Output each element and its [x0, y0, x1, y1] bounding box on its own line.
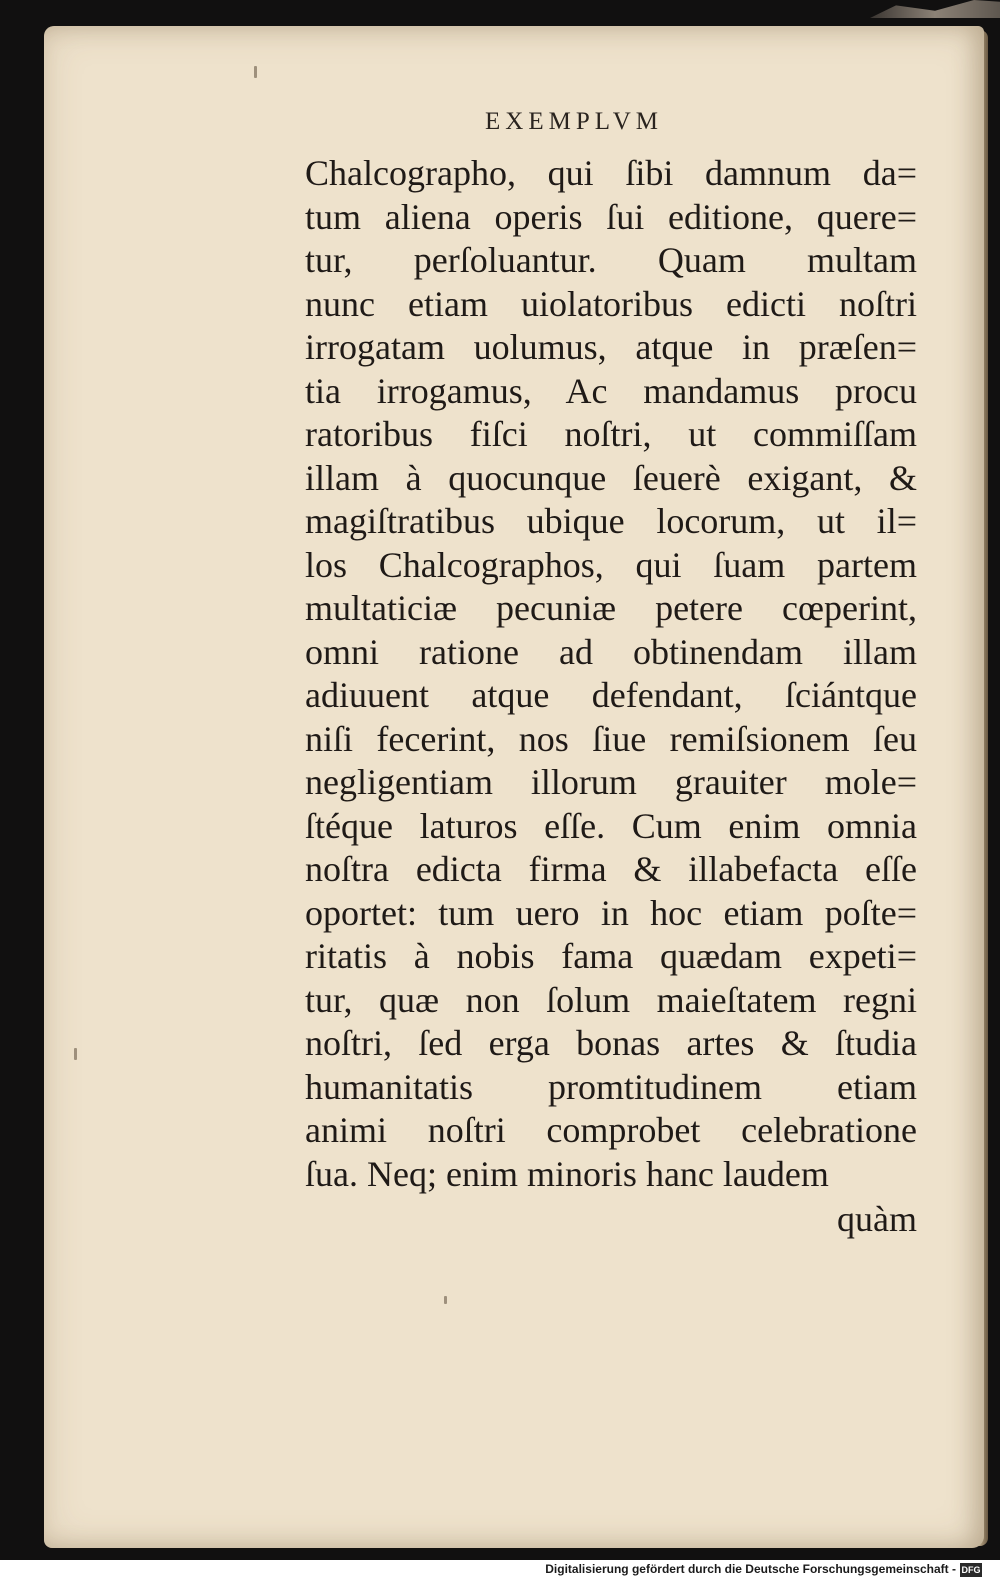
text-line: nunc etiam uiolatoribus edicti noſtri	[305, 283, 917, 324]
text-line: tia irrogamus, Ac mandamus procu	[305, 370, 917, 411]
text-line: ritatis à nobis fama quædam expeti=	[305, 936, 917, 976]
text-line: adiuuent atque defendant, ſciántque	[305, 675, 917, 715]
text-line: magiſtratibus ubique locorum, ut il=	[305, 501, 917, 541]
text-line: noſtri, ſed erga bonas artes & ſtudia	[305, 1023, 917, 1063]
funding-credit: Digitalisierung gefördert durch die Deutsche Forschungsgemeinschaft -	[545, 1562, 956, 1576]
text-line: ſua. Neq; enim minoris hanc laudem	[305, 1153, 829, 1194]
text-line: noſtra edicta firma & illabefacta eſſe	[305, 849, 917, 889]
text-line: irrogatam uolumus, atque in præſen=	[305, 327, 917, 367]
paper-speck	[74, 1048, 77, 1060]
catchword: quàm	[837, 1199, 917, 1239]
paper-speck	[444, 1296, 447, 1304]
text-line: ſtéque laturos eſſe. Cum enim omnia	[305, 805, 917, 846]
text-line: animi noſtri comprobet celebratione	[305, 1110, 917, 1150]
dfg-logo: DFG	[961, 1565, 981, 1575]
text-line: negligentiam illorum grauiter mole=	[305, 762, 917, 802]
text-line: humanitatis promtitudinem etiam	[305, 1066, 917, 1107]
text-line: oportet: tum uero in hoc etiam poſte=	[305, 892, 917, 933]
text-line: los Chalcographos, qui ſuam partem	[305, 544, 917, 585]
paper-speck	[254, 66, 257, 78]
text-line: illam à quocunque ſeuerè exigant, &	[305, 457, 917, 498]
text-line: ratoribus fiſci noſtri, ut commiſſam	[305, 414, 917, 454]
text-line: Chalcographo, qui ſibi damnum da=	[305, 153, 917, 193]
text-line: multaticiæ pecuniæ petere cœperint,	[305, 588, 917, 628]
text-line: tur, quæ non ſolum maieſtatem regni	[305, 979, 917, 1020]
text-line: tum aliena operis ſui editione, quere=	[305, 196, 917, 237]
text-line: omni ratione ad obtinendam illam	[305, 631, 917, 672]
body-text	[305, 152, 917, 1196]
running-head: EXEMPLVM	[485, 108, 663, 135]
text-line: tur, perſoluantur. Quam multam	[305, 240, 917, 280]
text-line: niſi fecerint, nos ſiue remiſsionem ſeu	[305, 718, 917, 759]
